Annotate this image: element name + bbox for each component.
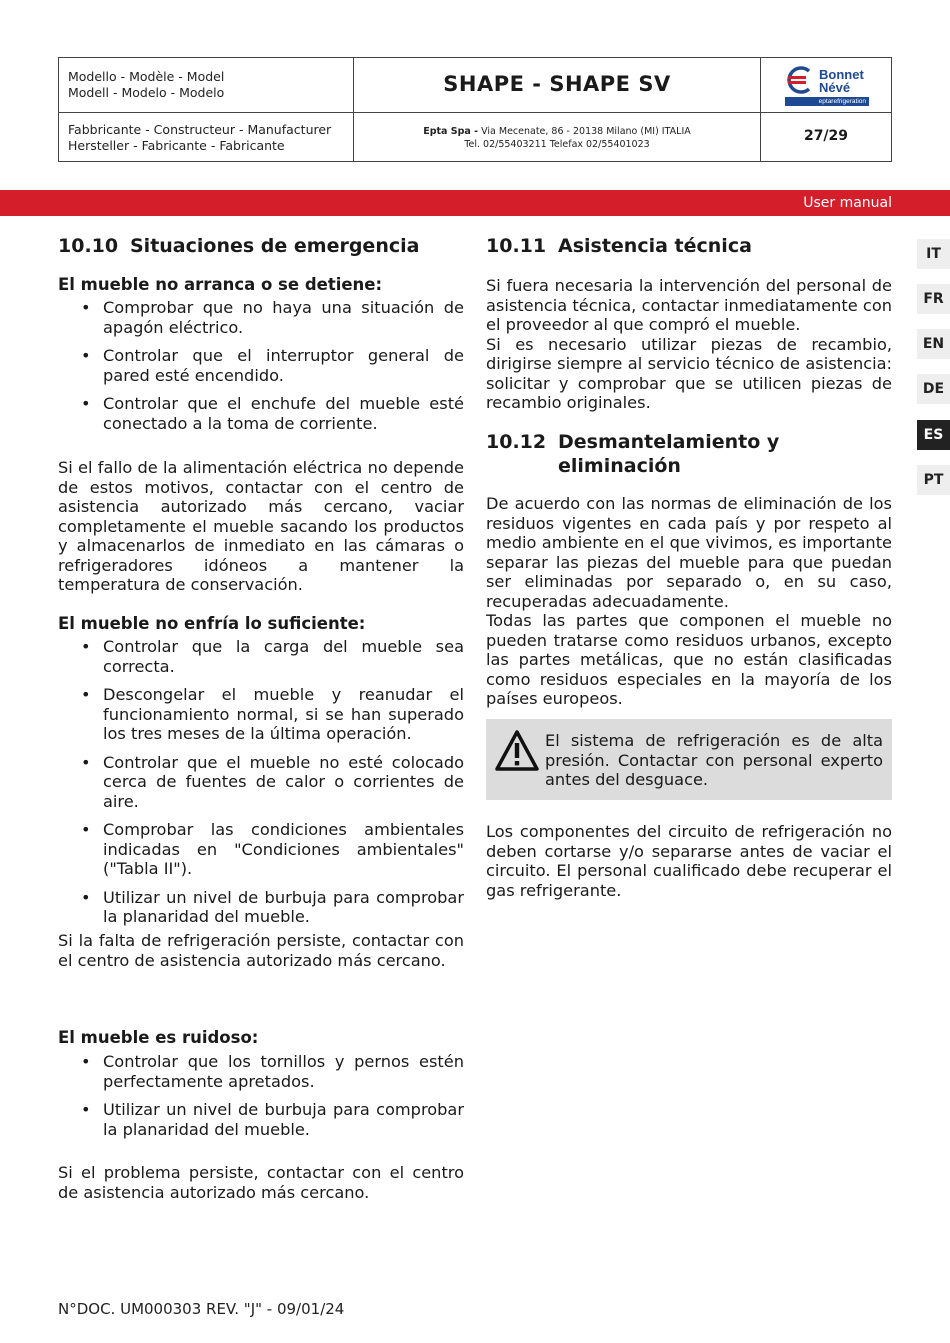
model-label: Modello - Modèle - Model Modell - Modelo - Modelo — [68, 69, 225, 100]
section-heading-10-12: 10.12 Desmantelamiento y eliminación — [486, 431, 780, 477]
tab-lang-fr[interactable]: FR — [917, 284, 950, 314]
paragraph-problem-persists: Si el problema persiste, contactar con el centro de asistencia autorizado más cercano. — [58, 1163, 464, 1202]
subheading-no-start: El mueble no arranca o se detiene: — [58, 275, 383, 294]
list-not-cooling — [58, 637, 464, 936]
list-item: • Utilizar un nivel de burbuja para comprobar la planaridad del mueble. — [58, 888, 464, 927]
paragraph-power-failure: Si el fallo de la alimentación eléctrica no depende de estos motivos, contactar con el centro de asistencia autorizado más cercano, vaciar completamente el mueble sacando los productos y almacenarlos de inmediato en las cámaras o refrigeradores idóneos a mantener la temperatura de conservación. — [58, 458, 464, 594]
list-item: • Descongelar el mueble y reanudar el funcionamiento normal, si se han superado los tres meses de la última operación. — [58, 685, 464, 744]
manufacturer-label: Fabbricante - Constructeur - Manufacturer Hersteller - Fabricante - Fabricante — [68, 122, 332, 153]
list-noisy — [58, 1052, 464, 1148]
brand-logo — [761, 58, 891, 112]
subheading-noisy: El mueble es ruidoso: — [58, 1028, 259, 1047]
paragraph-disposal-rules: De acuerdo con las normas de eliminación de los residuos vigentes en cada país y por respeto al medio ambiente en el que vivimos, es importante separar las piezas del mueble para que puedan ser eliminadas por separado o, en su caso, recuperadas adecuadamente. — [486, 494, 892, 611]
subheading-not-cooling: El mueble no enfría lo suficiente: — [58, 614, 366, 633]
manufacturer-address: Epta Spa - Via Mecenate, 86 - 20138 Milano (MI) ITALIA Tel. 02/55403211 Telefax 02/55401023 — [423, 126, 691, 150]
list-item: • Utilizar un nivel de burbuja para comprobar la planaridad del mueble. — [58, 1100, 464, 1139]
list-item: • Controlar que el interruptor general de pared esté encendido. — [58, 346, 464, 385]
warning-triangle-icon — [494, 729, 540, 773]
list-item: • Controlar que el mueble no esté colocado cerca de fuentes de calor o corrientes de aire. — [58, 753, 464, 812]
paragraph-technical-assistance: Si fuera necesaria la intervención del personal de asistencia técnica, contactar inmediatamente con el proveedor al que compró el mueble. Si es necesario utilizar piezas de recambio, dirigirse siempre al servicio técnico de asistencia: solicitar y comprobar que se utilicen piezas de recambio originales. — [486, 276, 892, 412]
tab-lang-es[interactable]: ES — [917, 420, 950, 450]
model-name: SHAPE - SHAPE SV — [443, 72, 671, 96]
document-number: N°DOC. UM000303 REV. "J" - 09/01/24 — [58, 1300, 345, 1318]
header-divider — [59, 112, 891, 113]
list-item: • Controlar que la carga del mueble sea correcta. — [58, 637, 464, 676]
paragraph-waste-classification: Todas las partes que componen el mueble no pueden tratarse como residuos urbanos, excepto las partes metálicas, que no están clasificadas como residuos especiales en la mayoría de los países europeos. — [486, 611, 892, 708]
tab-lang-pt[interactable]: PT — [917, 465, 950, 495]
document-header — [58, 57, 892, 162]
paragraph-refrigerant-recovery: Los componentes del circuito de refrigeración no deben cortarse y/o separarse antes de vaciar el circuito. El personal cualificado debe recuperar el gas refrigerante. — [486, 822, 892, 900]
tab-lang-de[interactable]: DE — [917, 374, 950, 404]
logo-text: Névé — [819, 80, 851, 95]
list-item: • Controlar que el enchufe del mueble esté conectado a la toma de corriente. — [58, 394, 464, 433]
list-item: • Comprobar que no haya una situación de apagón eléctrico. — [58, 298, 464, 337]
list-no-start — [58, 298, 464, 442]
paragraph-cooling-persists: Si la falta de refrigeración persiste, contactar con el centro de asistencia autorizado más cercano. — [58, 931, 464, 970]
logo-subtitle: eptarefrigeration — [785, 97, 869, 106]
logo-text: Bonnet — [819, 67, 864, 82]
page-number: 27/29 — [803, 128, 849, 144]
warning-box — [486, 719, 892, 800]
warning-text: El sistema de refrigeración es de alta presión. Contactar con personal experto antes del desguace. — [545, 731, 883, 789]
manual-band — [0, 190, 950, 216]
tab-lang-it[interactable]: IT — [917, 239, 950, 269]
list-item: • Controlar que los tornillos y pernos estén perfectamente apretados. — [58, 1052, 464, 1091]
band-label: User manual — [803, 195, 892, 211]
logo-euro-icon — [785, 65, 817, 95]
list-item: • Comprobar las condiciones ambientales indicadas en "Condiciones ambientales" ("Tabla II"). — [58, 820, 464, 879]
tab-lang-en[interactable]: EN — [917, 329, 950, 359]
